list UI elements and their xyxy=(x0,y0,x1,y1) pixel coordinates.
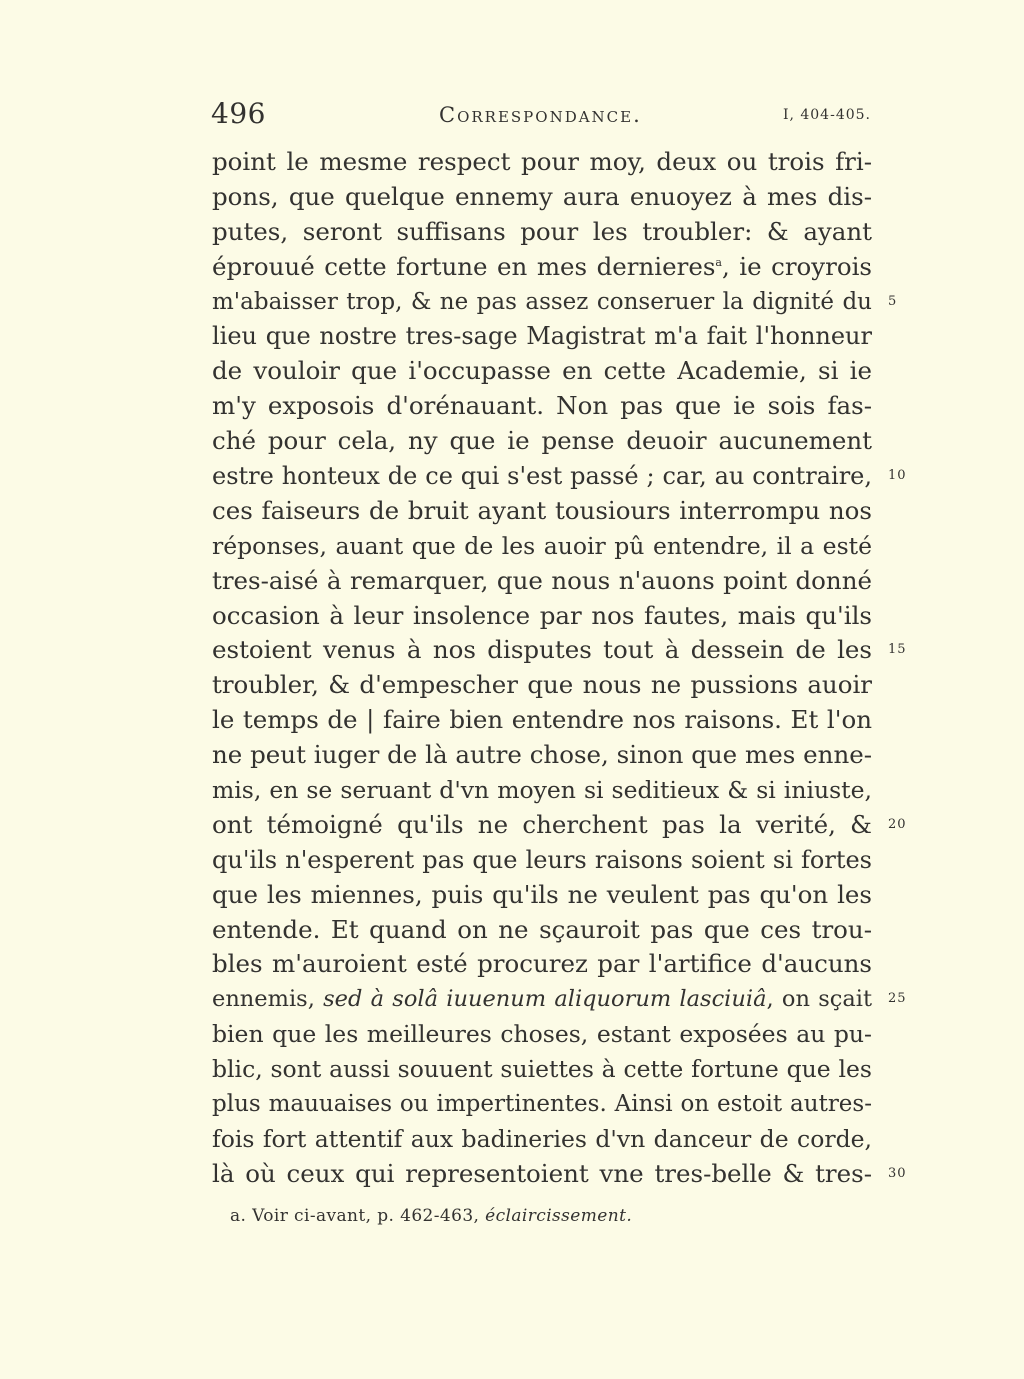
text-line: troubler, & d'empescher que nous ne pussions auoir xyxy=(212,670,872,700)
text-line: tres-aisé à remarquer, que nous n'auons point donné xyxy=(212,565,872,595)
running-head: Correspondance. xyxy=(439,103,642,127)
text-line: que les miennes, puis qu'ils ne veulent pas qu'on les xyxy=(212,879,872,909)
page-number: 496 xyxy=(211,97,266,130)
text-line: lieu que nostre tres-sage Magistrat m'a fait l'honneur xyxy=(212,322,872,351)
line-number: 20 xyxy=(888,816,907,832)
text-line: blic, sont aussi souuent suiettes à cette fortune que les xyxy=(212,1055,872,1084)
text-line: pons, que quelque ennemy aura enuoyez à mes dis- xyxy=(212,181,872,211)
text-line: réponses, auant que de les auoir pû entendre, il a esté xyxy=(212,531,872,560)
text-line: estoient venus à nos disputes tout à dessein de les xyxy=(212,635,872,665)
text-line: occasion à leur insolence par nos fautes, mais qu'ils xyxy=(212,600,872,630)
text-line: ché pour cela, ny que ie pense deuoir aucunement xyxy=(212,426,872,456)
text-line: entende. Et quand on ne sçauroit pas que ces trou- xyxy=(212,914,872,944)
text-line: bles m'auroient esté procurez par l'artifice d'aucuns xyxy=(212,949,872,979)
text-line: plus mauuaises ou impertinentes. Ainsi on estoit autres- xyxy=(212,1091,872,1118)
text-line-part: , on sçait xyxy=(766,986,872,1013)
text-line: de vouloir que i'occupasse en cette Academie, si ie xyxy=(212,356,872,386)
text-line: le temps de | faire bien entendre nos raisons. Et l'on xyxy=(212,705,872,735)
page-reference: I, 404-405. xyxy=(782,107,871,123)
text-line-part: , ie croyrois xyxy=(721,251,872,281)
line-number: 25 xyxy=(888,991,907,1007)
text-line: là où ceux qui representoient vne tres-belle & tres- xyxy=(212,1158,872,1188)
text-line: point le mesme respect pour moy, deux ou trois fri- xyxy=(212,147,872,176)
footnote-marker: a xyxy=(715,255,722,269)
line-number: 10 xyxy=(888,468,907,484)
line-number: 5 xyxy=(888,293,898,309)
line-number: 15 xyxy=(888,642,907,658)
text-line: bien que les meilleures choses, estant exposées au pu- xyxy=(212,1020,872,1049)
footnote xyxy=(230,1203,632,1229)
footnote-text: a. Voir ci-avant, p. 462-463, xyxy=(230,1206,480,1226)
text-line: estre honteux de ce qui s'est passé ; car, au contraire, xyxy=(212,462,872,491)
text-line: putes, seront suffisans pour les troubler: & ayant xyxy=(212,216,872,246)
text-line: ne peut iuger de là autre chose, sinon que mes enne- xyxy=(212,740,872,770)
text-line xyxy=(212,982,872,1017)
line-number: 30 xyxy=(888,1165,907,1181)
text-line: m'abaisser trop, & ne pas assez conseruer la dignité du xyxy=(212,288,872,315)
text-line: ces faiseurs de bruit ayant tousiours interrompu nos xyxy=(212,495,872,525)
text-line-part: éprouué cette fortune en mes dernieres xyxy=(212,251,716,281)
text-line: mis, en se seruant d'vn moyen si seditieux & si iniuste, xyxy=(212,776,872,805)
text-line xyxy=(212,250,872,285)
footnote-italic: éclaircissement. xyxy=(485,1206,633,1226)
text-line: qu'ils n'esperent pas que leurs raisons soient si fortes xyxy=(212,845,872,874)
text-line: ont témoigné qu'ils ne cherchent pas la verité, & xyxy=(212,809,872,839)
text-line-part: ennemis, xyxy=(212,986,315,1013)
line-number-margin xyxy=(888,145,928,1192)
latin-quotation: sed à solâ iuuenum aliquorum lasciuiâ xyxy=(323,986,767,1013)
body-text xyxy=(212,145,872,1192)
text-line: m'y exposois d'orénauant. Non pas que ie sois fas- xyxy=(212,391,872,421)
text-line: fois fort attentif aux badineries d'vn danceur de corde, xyxy=(212,1124,872,1153)
page-header xyxy=(211,96,875,132)
